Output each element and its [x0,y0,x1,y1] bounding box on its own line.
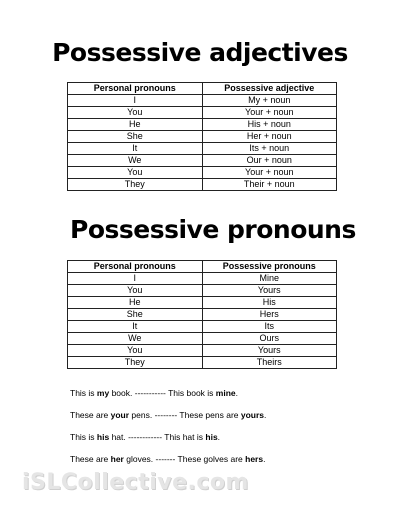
personal-pronoun-cell: He [68,297,203,309]
personal-pronoun-cell: We [68,333,203,345]
table-row [68,357,337,369]
table-row [68,143,337,155]
highlighted-word: his [96,432,110,442]
possessive-cell: Its [202,321,337,333]
table-row [68,167,337,179]
table-row [68,119,337,131]
table-row [68,309,337,321]
example-sentence [70,388,238,398]
table-row [68,321,337,333]
possessive-cell: Mine [202,273,337,285]
personal-pronoun-cell: She [68,131,203,143]
possessive-cell: Yours [202,285,337,297]
table-row [68,345,337,357]
sentence-text: This is [70,432,97,442]
sentence-text: hat. ------------ This hat is [109,432,206,442]
possessive-cell: Your + noun [202,107,337,119]
possessive-cell: Yours [202,345,337,357]
table-row [68,131,337,143]
sentence-text: . [235,388,239,398]
sentence-text: . [217,432,221,442]
table-row [68,107,337,119]
highlighted-word: hers [245,454,264,464]
possessive-cell: His [202,297,337,309]
personal-pronoun-cell: He [68,119,203,131]
table-header-row [68,83,337,95]
possessive-cell: Your + noun [202,167,337,179]
adjectives-title: Possessive adjectives [52,38,348,67]
sentence-text: . [263,454,266,464]
personal-pronoun-cell: You [68,285,203,297]
sentence-text: gloves. ------- These golves are [123,454,246,464]
table-header-row [68,261,337,273]
highlighted-word: mine [215,388,236,398]
possessive-cell: His + noun [202,119,337,131]
highlighted-word: your [110,410,130,420]
table-row [68,273,337,285]
personal-pronoun-cell: You [68,345,203,357]
possessive-cell: Ours [202,333,337,345]
sentence-text: These are [70,410,111,420]
possessive-cell: Theirs [202,357,337,369]
personal-pronoun-cell: She [68,309,203,321]
personal-pronoun-cell: I [68,95,203,107]
table-row [68,155,337,167]
table-row [68,179,337,191]
personal-pronoun-cell: We [68,155,203,167]
personal-pronoun-cell: It [68,321,203,333]
example-sentence [70,432,220,442]
example-sentence [70,410,266,420]
personal-pronoun-cell: They [68,179,203,191]
personal-pronoun-cell: You [68,167,203,179]
sentence-text: pens. -------- These pens are [129,410,241,420]
highlighted-word: yours [240,410,265,420]
possessive-cell: Their + noun [202,179,337,191]
personal-pronoun-cell: It [68,143,203,155]
table-row [68,95,337,107]
pronouns-table [67,260,337,369]
table-row [68,297,337,309]
highlighted-word: my [96,388,110,398]
table-row [68,333,337,345]
column-header: Possessive pronouns [202,261,337,273]
column-header: Personal pronouns [68,83,203,95]
possessive-cell: Our + noun [202,155,337,167]
pronouns-title: Possessive pronouns [70,215,356,244]
example-sentence [70,454,265,464]
possessive-cell: Its + noun [202,143,337,155]
sentence-text: . [264,410,267,420]
personal-pronoun-cell: I [68,273,203,285]
possessive-cell: Hers [202,309,337,321]
sentence-text: This is [70,388,97,398]
possessive-cell: My + noun [202,95,337,107]
table-row [68,285,337,297]
site-watermark: iSLCollective.com [22,470,249,495]
personal-pronoun-cell: They [68,357,203,369]
personal-pronoun-cell: You [68,107,203,119]
highlighted-word: his [205,432,218,442]
possessive-cell: Her + noun [202,131,337,143]
column-header: Personal pronouns [68,261,203,273]
sentence-text: These are [70,454,111,464]
adjectives-table [67,82,337,191]
column-header: Possessive adjective [202,83,337,95]
sentence-text: book. ----------- This book is [109,388,216,398]
highlighted-word: her [110,454,124,464]
